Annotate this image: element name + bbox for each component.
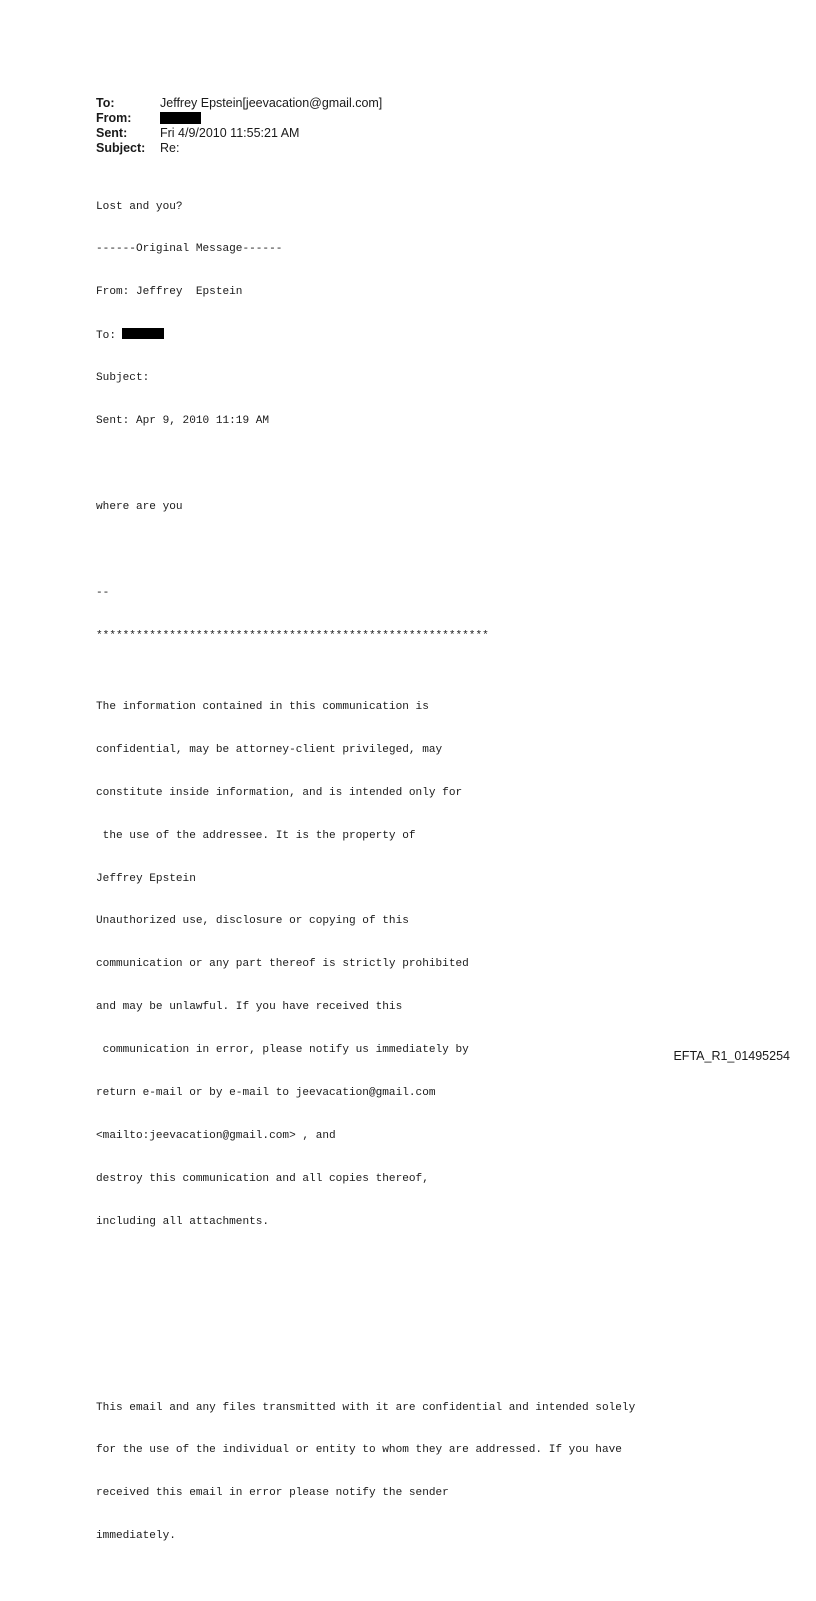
to-label: To: <box>96 96 115 110</box>
header-from-row <box>96 111 382 126</box>
disclaimer-block <box>96 671 796 1257</box>
disclaimer-line: including all attachments. <box>96 1215 270 1228</box>
disclaimer-line: and may be unlawful. If you have received this <box>96 1001 403 1014</box>
spacer <box>96 1286 796 1300</box>
confidentiality-line: for the use of the individual or entity to whom they are addressed. If you have <box>96 1444 622 1457</box>
original-subject: Subject: <box>96 372 150 385</box>
spacer <box>96 1329 796 1343</box>
sent-value: Fri 4/9/2010 11:55:21 AM <box>160 126 300 140</box>
disclaimer-line: constitute inside information, and is intended only for <box>96 786 463 799</box>
disclaimer-line: destroy this communication and all copies thereof, <box>96 1172 429 1185</box>
confidentiality-line: This email and any files transmitted with it are confidential and intended solely <box>96 1401 636 1414</box>
reply-text: Lost and you? <box>96 200 183 213</box>
disclaimer-line: <mailto:jeevacation@gmail.com> , and <box>96 1129 336 1142</box>
message-text: where are you <box>96 500 183 513</box>
signature-stars: *********************************************************** <box>96 629 489 642</box>
signature-dashes: -- <box>96 586 110 599</box>
confidentiality-notice <box>96 1372 796 1572</box>
spacer <box>96 543 796 557</box>
to-value: Jeffrey Epstein[jeevacation@gmail.com] <box>160 96 383 110</box>
original-message-marker: ------Original Message------ <box>96 243 283 256</box>
confidentiality-line: immediately. <box>96 1530 176 1543</box>
original-to-row <box>96 328 796 342</box>
disclaimer-line: the use of the addressee. It is the property of <box>96 829 416 842</box>
spacer <box>96 457 796 471</box>
disclaimer-line: communication or any part thereof is strictly prohibited <box>96 958 469 971</box>
disclaimer-line: return e-mail or by e-mail to jeevacation@gmail.com <box>96 1087 436 1099</box>
from-label: From: <box>96 111 132 125</box>
header-sent-row <box>96 126 382 141</box>
redaction-block <box>160 112 201 124</box>
subject-value: Re: <box>160 141 180 155</box>
header-subject-row <box>96 141 382 156</box>
sent-label: Sent: <box>96 126 128 140</box>
disclaimer-line: Jeffrey Epstein <box>96 872 196 885</box>
email-header <box>96 96 382 156</box>
header-to-row <box>96 96 382 111</box>
disclaimer-line: The information contained in this communication is <box>96 700 429 713</box>
disclaimer-line: confidential, may be attorney-client privileged, may <box>96 743 443 756</box>
disclaimer-line: communication in error, please notify us immediately by <box>96 1044 469 1057</box>
original-from: From: Jeffrey Epstein <box>96 286 243 299</box>
document-id: EFTA_R1_01495254 <box>673 1049 790 1063</box>
redaction-block <box>122 328 164 339</box>
original-sent: Sent: Apr 9, 2010 11:19 AM <box>96 415 270 428</box>
subject-label: Subject: <box>96 141 146 155</box>
confidentiality-line: received this email in error please notify the sender <box>96 1487 449 1500</box>
email-body <box>96 171 796 1601</box>
disclaimer-line: Unauthorized use, disclosure or copying of this <box>96 915 409 928</box>
original-to-label: To: <box>96 330 116 343</box>
